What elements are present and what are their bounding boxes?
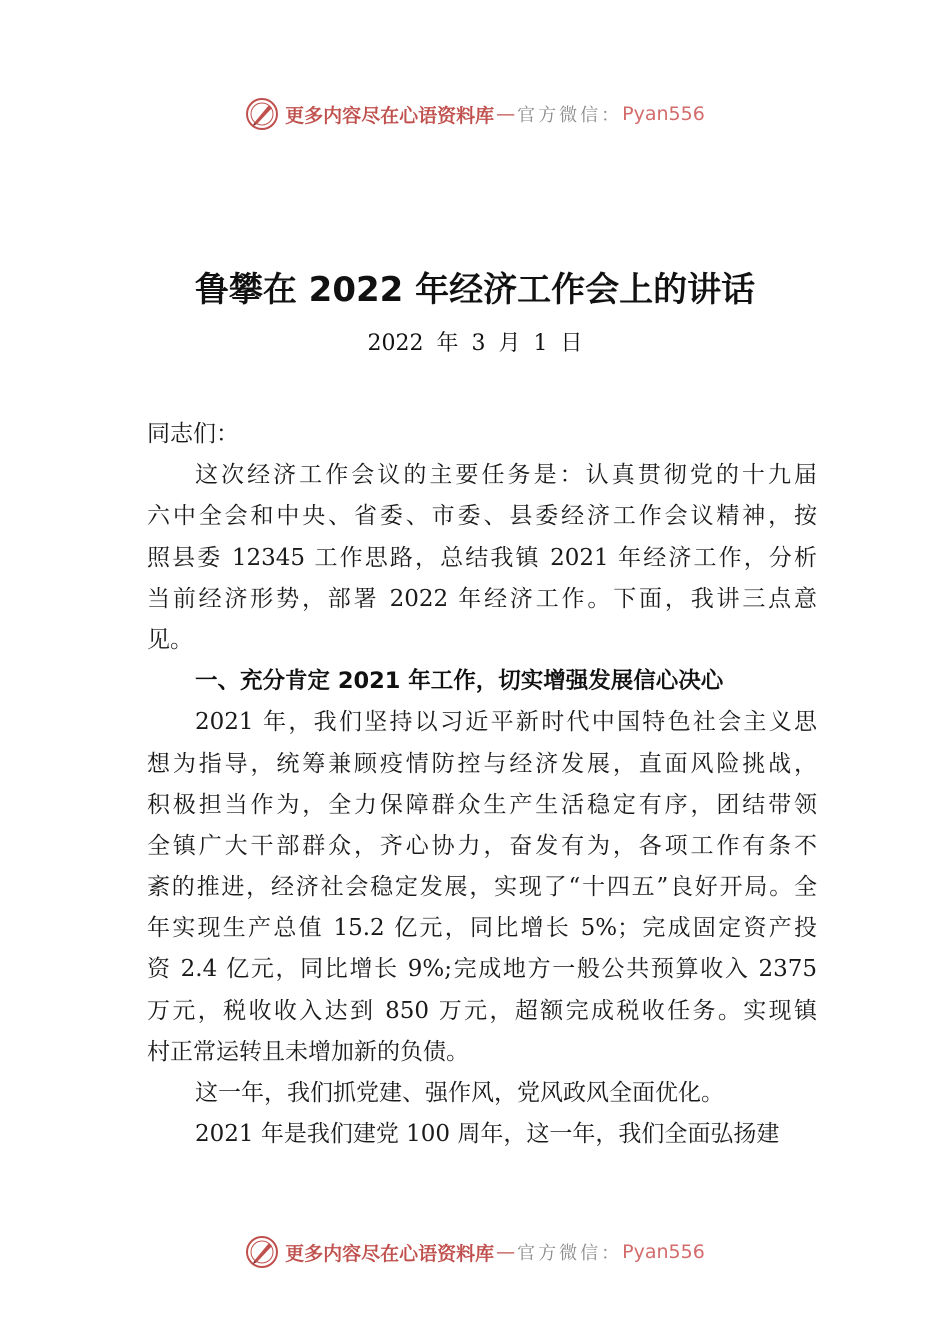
paragraph-line: 村正常运转且未增加新的负债。: [147, 1038, 469, 1065]
paragraph-line: 万元，税收收入达到 850 万元，超额完成税收任务。实现镇: [147, 997, 817, 1024]
banner-wechat-id: Pyan556: [622, 103, 705, 125]
banner-wechat-label: 官方微信：: [517, 105, 623, 126]
paragraph-line: 资 2.4 亿元，同比增长 9%;完成地方一般公共预算收入 2375: [147, 956, 817, 983]
document-date: 2022 年 3 月 1 日: [367, 331, 583, 356]
banner-brand-text: 更多内容尽在心语资料库: [285, 1242, 495, 1265]
paragraph-line: 2021 年是我们建党 100 周年，这一年，我们全面弘扬建: [195, 1121, 780, 1148]
greeting: 同志们：: [147, 421, 239, 447]
feather-pen-logo-icon: [245, 97, 279, 131]
paragraph-line: 见。: [147, 626, 193, 653]
header-banner: [0, 94, 950, 134]
paragraph-line: 2021 年，我们坚持以习近平新时代中国特色社会主义思: [195, 709, 817, 736]
paragraph-line: 年实现生产总值 15.2 亿元，同比增长 5%；完成固定资产投: [147, 915, 817, 942]
banner-wechat-label: 官方微信：: [517, 1243, 623, 1264]
banner-wechat-id: Pyan556: [622, 1241, 705, 1263]
document-body: [147, 414, 817, 1155]
footer-banner: [0, 1232, 950, 1272]
paragraph-line: 照县委 12345 工作思路，总结我镇 2021 年经济工作，分析: [147, 544, 817, 571]
paragraph-line: 想为指导，统筹兼顾疫情防控与经济发展，直面风险挑战，: [147, 750, 817, 777]
paragraph-line: 当前经济形势，部署 2022 年经济工作。下面，我讲三点意: [147, 585, 817, 612]
paragraph-line: 六中全会和中央、省委、市委、县委经济工作会议精神，按: [147, 503, 817, 530]
paragraph-line: 全镇广大干部群众，齐心协力，奋发有为，各项工作有条不: [147, 832, 817, 859]
paragraph-line: 这一年，我们抓党建、强作风，党风政风全面优化。: [195, 1080, 724, 1106]
paragraph-line: 这次经济工作会议的主要任务是：认真贯彻党的十九届: [195, 462, 817, 489]
paragraph-line: 积极担当作为，全力保障群众生产生活稳定有序，团结带领: [147, 791, 817, 818]
banner-dash: —: [496, 103, 516, 125]
banner-brand-text: 更多内容尽在心语资料库: [285, 104, 495, 127]
paragraph-line: 紊的推进，经济社会稳定发展，实现了“十四五”良好开局。全: [147, 874, 817, 901]
document-title: 鲁攀在 2022 年经济工作会上的讲话: [194, 270, 756, 310]
feather-pen-logo-icon: [245, 1235, 279, 1269]
section-heading: 一、充分肯定 2021 年工作，切实增强发展信心决心: [195, 668, 724, 695]
banner-dash: —: [496, 1241, 516, 1263]
